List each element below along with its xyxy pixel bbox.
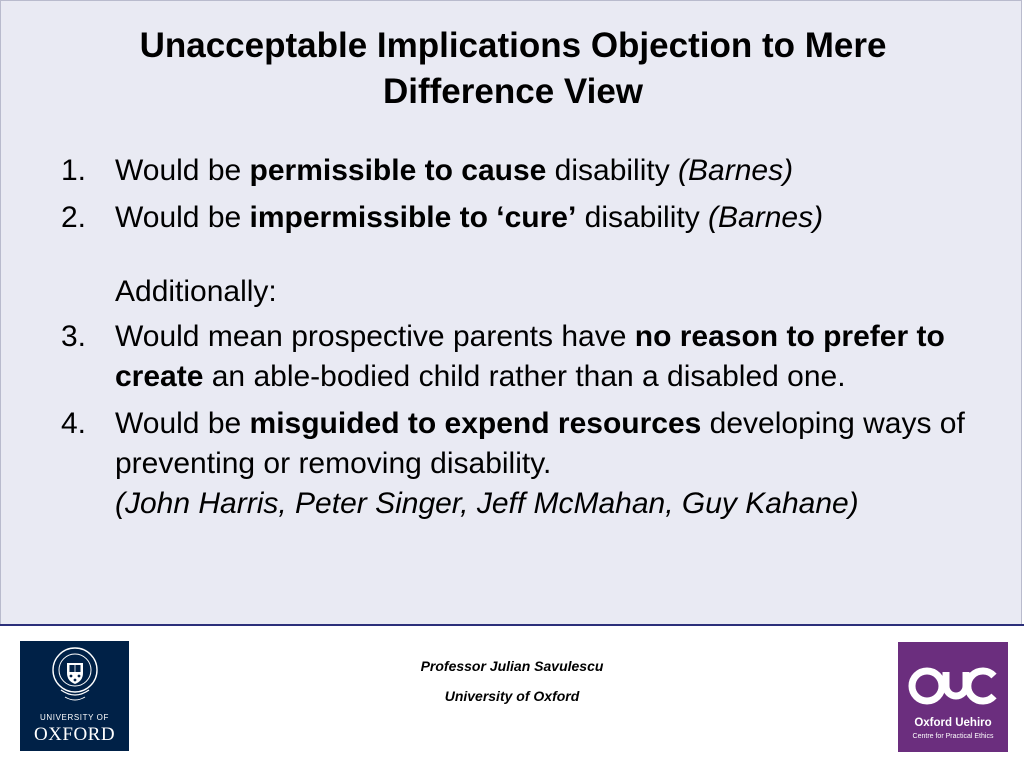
footer-affiliation: University of Oxford — [444, 688, 580, 704]
item-bold: misguided to expend resources — [249, 407, 702, 440]
footer-divider — [0, 624, 1024, 626]
item-text: an able-bodied child rather than a disabled one. — [203, 360, 846, 393]
numbered-list — [61, 151, 981, 531]
footer-author: Professor Julian Savulescu — [420, 658, 604, 674]
uehiro-logo — [898, 642, 1008, 752]
item-bold: impermissible to ‘cure’ — [249, 201, 577, 234]
additionally-label: Additionally: — [115, 275, 277, 308]
oxford-logo — [20, 641, 129, 751]
uehiro-mark-icon — [906, 662, 1000, 710]
list-number: 2. — [61, 201, 87, 234]
list-item-3 — [61, 317, 981, 397]
item-text: disability — [546, 154, 679, 187]
item-text: Would be — [115, 154, 250, 187]
item-text: developing ways of preventing or removing disability. — [115, 407, 965, 480]
item-text: disability — [576, 201, 709, 234]
uehiro-logo-subtitle: Centre for Practical Ethics — [912, 733, 994, 740]
list-item-2 — [61, 198, 981, 238]
oxford-logo-big-text: OXFORD — [33, 724, 116, 745]
list-number: 4. — [61, 407, 87, 440]
oxford-crest-icon — [50, 645, 100, 707]
uehiro-logo-name: Oxford Uehiro — [914, 717, 992, 729]
title-line-1: Unacceptable Implications Objection to Mere — [139, 26, 887, 65]
item-text: Would be — [115, 201, 250, 234]
item-bold: no reason to prefer to create — [115, 320, 945, 393]
item-text: Would be — [115, 407, 250, 440]
item-text: Would mean prospective parents have — [115, 320, 635, 353]
item-citation: (Barnes) — [708, 201, 824, 234]
item-citation: (Barnes) — [678, 154, 794, 187]
item-citation: (John Harris, Peter Singer, Jeff McMahan, Guy Kahane) — [115, 487, 859, 520]
oxford-logo-small-text: UNIVERSITY OF — [40, 713, 109, 722]
list-item-4 — [61, 404, 981, 524]
slide-title — [41, 23, 985, 115]
list-item-1 — [61, 151, 981, 191]
list-number: 3. — [61, 320, 87, 353]
item-bold: permissible to cause — [249, 154, 547, 187]
list-number: 1. — [61, 154, 87, 187]
title-line-2: Difference View — [382, 72, 644, 111]
